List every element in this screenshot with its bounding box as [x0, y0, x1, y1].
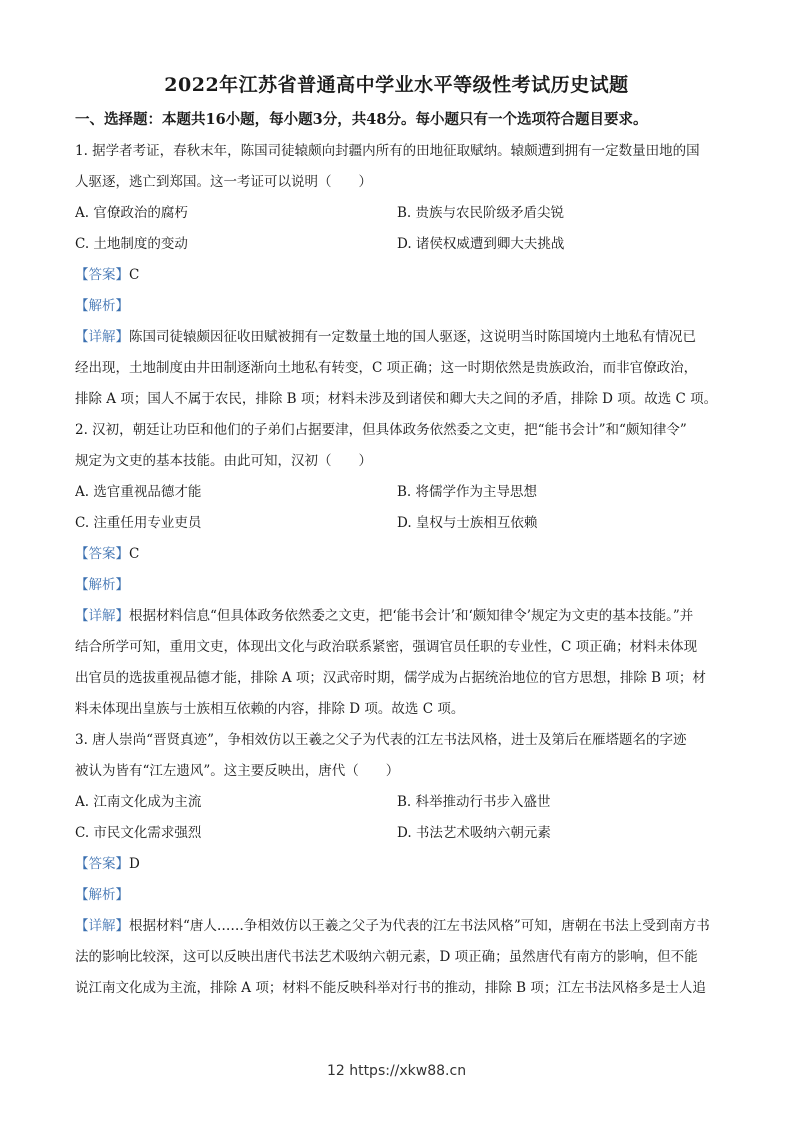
detail-line — [75, 325, 720, 356]
option-a: A. 江南文化成为主流 — [75, 794, 202, 810]
options-row — [75, 232, 720, 263]
answer-value: C — [129, 267, 140, 283]
answer-tag: 【答案】 — [75, 856, 129, 872]
analysis-tag: 【解析】 — [75, 577, 129, 593]
question-stem-line: 规定为文吏的基本技能。由此可知，汉初（ ） — [75, 453, 372, 469]
detail-line: 排除 A 项；国人不属于农民，排除 B 项；材料未涉及到诸侯和卿大夫之间的矛盾，排除 D 项。故选 C 项。 — [75, 391, 718, 407]
detail-line: 出官员的选拔重视品德才能，排除 A 项；汉武帝时期，儒学成为占据统治地位的官方思想，排除 B 项；材 — [75, 670, 706, 686]
detail-line — [75, 914, 720, 945]
detail-text: 根据材料信息“但具体政务依然委之文吏，把‘能书会计’和‘颇知律令’规定为文吏的基本技能。”并 — [129, 608, 694, 624]
section-heading: 一、选择题：本题共16小题，每小题3分，共48分。每小题只有一个选项符合题目要求。 — [75, 111, 648, 128]
answer-tag: 【答案】 — [75, 267, 129, 283]
question-stem-line: 人驱逐，逃亡到郑国。这一考证可以说明（ ） — [75, 174, 372, 190]
detail-line: 说江南文化成为主流，排除 A 项；材料不能反映科举对行书的推动，排除 B 项；江左书法风格多是士人追 — [75, 980, 706, 996]
page-footer: 12 https://xkw88.cn — [326, 1063, 467, 1079]
option-c: C. 土地制度的变动 — [75, 236, 188, 252]
option-d: D. 皇权与士族相互依赖 — [397, 515, 538, 531]
question-3 — [75, 728, 720, 1007]
option-c: C. 市民文化需求强烈 — [75, 825, 202, 841]
detail-line: 结合所学可知，重用文吏，体现出文化与政治联系紧密，强调官员任职的专业性，C 项正确；材料未体现 — [75, 639, 698, 655]
analysis-line — [75, 294, 720, 325]
answer-value: C — [129, 546, 140, 562]
detail-line: 法的影响比较深，这可以反映出唐代书法艺术吸纳六朝元素，D 项正确；虽然唐代有南方的影响，但不能 — [75, 949, 698, 965]
option-d: D. 书法艺术吸纳六朝元素 — [397, 825, 551, 841]
option-a: A. 官僚政治的腐朽 — [75, 205, 188, 221]
detail-line: 料未体现出皇族与士族相互依赖的内容，排除 D 项。故选 C 项。 — [75, 701, 465, 717]
question-1 — [75, 139, 720, 418]
detail-tag: 【详解】 — [75, 329, 129, 345]
analysis-line — [75, 573, 720, 604]
page-title: 2022年江苏省普通高中学业水平等级性考试历史试题 — [164, 74, 629, 96]
option-b: B. 将儒学作为主导思想 — [397, 484, 538, 500]
option-b: B. 科举推动行书步入盛世 — [397, 794, 551, 810]
detail-line — [75, 604, 720, 635]
question-stem-line: 3. 唐人崇尚“晋贤真迹”，争相效仿以王羲之父子为代表的江左书法风格，进士及第后在雁塔题名的字迹 — [75, 732, 687, 748]
options-row — [75, 821, 720, 852]
question-stem-line: 1. 据学者考证，春秋末年，陈国司徒辕颇向封疆内所有的田地征取赋纳。辕颇遭到拥有一定数量田地的国 — [75, 143, 700, 159]
analysis-line — [75, 883, 720, 914]
options-row — [75, 790, 720, 821]
answer-value: D — [129, 856, 140, 872]
option-c: C. 注重任用专业吏员 — [75, 515, 202, 531]
answer-line — [75, 263, 720, 294]
option-b: B. 贵族与农民阶级矛盾尖锐 — [397, 205, 565, 221]
options-row — [75, 511, 720, 542]
question-stem-line: 被认为皆有“江左遗风”。这主要反映出，唐代（ ） — [75, 763, 400, 779]
options-row — [75, 480, 720, 511]
answer-line — [75, 852, 720, 883]
questions-content — [75, 139, 720, 1007]
option-a: A. 选官重视品德才能 — [75, 484, 202, 500]
analysis-tag: 【解析】 — [75, 887, 129, 903]
answer-line — [75, 542, 720, 573]
options-row — [75, 201, 720, 232]
answer-tag: 【答案】 — [75, 546, 129, 562]
detail-tag: 【详解】 — [75, 608, 129, 624]
detail-line: 经出现，土地制度由井田制逐渐向土地私有转变，C 项正确；这一时期依然是贵族政治，而非官僚政治， — [75, 360, 698, 376]
detail-text: 根据材料“唐人……争相效仿以王羲之父子为代表的江左书法风格”可知，唐朝在书法上受到南方书 — [129, 918, 710, 934]
question-stem-line: 2. 汉初，朝廷让功臣和他们的子弟们占据要津，但具体政务依然委之文吏，把“能书会计”和“颇知律令” — [75, 422, 687, 438]
analysis-tag: 【解析】 — [75, 298, 129, 314]
detail-text: 陈国司徒辕颇因征收田赋被拥有一定数量土地的国人驱逐，这说明当时陈国境内土地私有情况已 — [129, 329, 696, 345]
detail-tag: 【详解】 — [75, 918, 129, 934]
option-d: D. 诸侯权威遭到卿大夫挑战 — [397, 236, 565, 252]
question-2 — [75, 418, 720, 728]
